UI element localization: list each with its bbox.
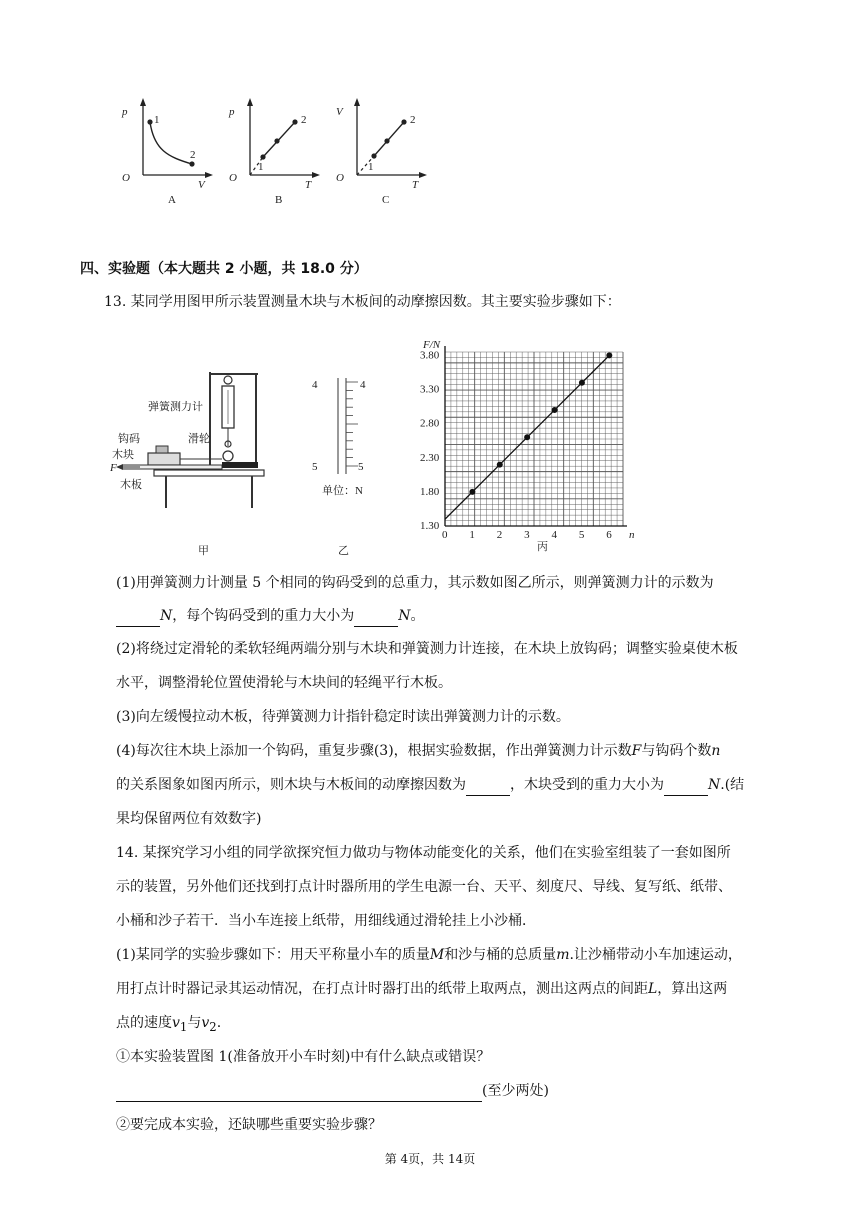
q14-p1-a: (1)某同学的实验步骤如下：用天平称量小车的质量M和沙与桶的总质量m.让沙桶带动小车加速运动，: [116, 947, 742, 963]
chart-x-tick-label: 5: [578, 529, 585, 541]
fig-yi-caption: 乙: [338, 545, 349, 557]
yi-unit: 单位：N: [322, 485, 363, 497]
q13-p4-b: 的关系图象如图丙所示，则木块与木板间的动摩擦因数为 ，木块受到的重力大小为 N.(结: [116, 775, 744, 796]
yi-bottom-right: 5: [358, 461, 364, 473]
chart-x-label: n: [629, 529, 635, 541]
yi-top-left: 4: [312, 379, 318, 391]
yi-top-right: 4: [360, 379, 366, 391]
graph-b-y-label: p: [229, 106, 235, 118]
q13-p1-b: N，每个钩码受到的重力大小为 N。: [116, 606, 425, 627]
q13-p3: (3)向左缓慢拉动木板，待弹簧测力计指针稳定时读出弹簧测力计的示数。: [116, 709, 570, 725]
label-spring-scale: 弹簧测力计: [148, 401, 203, 413]
graph-b: [228, 98, 320, 206]
q14-sub1-answer-line: (至少两处): [116, 1081, 549, 1102]
section-title: 四、实验题（本大题共 2 小题，共 18.0 分）: [80, 261, 368, 277]
label-force: F: [110, 462, 117, 474]
graph-c: [336, 98, 427, 206]
graph-c-p1: 1: [368, 161, 374, 173]
q13-p4-a: (4)每次往木块上添加一个钩码，重复步骤(3)，根据实验数据，作出弹簧测力计示数F与钩码个数n: [116, 743, 721, 759]
q14-stem-b: 示的装置，另外他们还找到打点计时器所用的学生电源一台、天平、刻度尺、导线、复写纸、纸带、: [116, 879, 732, 895]
q13-p2-a: (2)将绕过定滑轮的柔软轻绳两端分别与木块和弹簧测力计连接，在木块上放钩码；调整实验桌使木板: [116, 641, 738, 657]
chart-x-tick-label: 4: [551, 529, 558, 541]
chart-data-point: [606, 352, 612, 358]
q13-stem: 13. 某同学用图甲所示装置测量木块与木板间的动摩擦因数。其主要实验步骤如下：: [104, 294, 621, 310]
label-pulley: 滑轮: [188, 433, 210, 445]
answer-blank-1[interactable]: [116, 606, 160, 627]
graph-a-p2: 2: [190, 149, 196, 161]
label-hook-weight: 钩码: [118, 433, 140, 445]
q14-p1-c: 点的速度$v_1$与$v_2$.: [116, 1015, 222, 1034]
chart-data-point: [552, 407, 558, 413]
yi-bottom-left: 5: [312, 461, 318, 473]
chart-data-point: [524, 434, 530, 440]
label-board: 木板: [120, 479, 142, 491]
q14-stem-a: 14. 某探究学习小组的同学欲探究恒力做功与物体动能变化的关系，他们在实验室组装了一套如图所: [116, 845, 731, 861]
q13-p4-c: 果均保留两位有效数字): [116, 811, 262, 827]
fig-jia-caption: 甲: [198, 545, 209, 557]
q13-p1-a: (1)用弹簧测力计测量 5 个相同的钩码受到的总重力，其示数如图乙所示，则弹簧测力计的示数为: [116, 575, 714, 591]
graph-a-x-label: V: [198, 179, 205, 191]
q14-sub2: ②要完成本实验，还缺哪些重要实验步骤？: [116, 1117, 382, 1133]
graph-c-p2: 2: [410, 114, 416, 126]
graph-b-caption: B: [275, 194, 283, 206]
graph-b-p1: 1: [258, 161, 264, 173]
fig-yi: [300, 372, 380, 557]
chart-x-tick-label: 2: [496, 529, 503, 541]
graph-b-origin: O: [229, 172, 237, 184]
answer-blank-2[interactable]: [354, 606, 398, 627]
chart-x-tick-label: 1: [469, 529, 475, 541]
graph-c-origin: O: [336, 172, 344, 184]
graph-a-caption: A: [168, 194, 176, 206]
answer-blank-4[interactable]: [664, 775, 708, 796]
graph-c-x-label: T: [412, 179, 419, 191]
graph-b-p2: 2: [301, 114, 307, 126]
fig-jia: [110, 360, 270, 560]
label-block: 木块: [112, 449, 134, 461]
chart-y-tick-label: 2.30: [420, 451, 440, 464]
graph-a: [121, 98, 213, 206]
chart-y-tick-label: 3.30: [420, 383, 440, 396]
q14-p1-b: 用打点计时器记录其运动情况，在打点计时器打出的纸带上取两点，测出这两点的间距L，算出这两: [116, 981, 728, 997]
answer-blank-5[interactable]: [116, 1081, 482, 1102]
graph-c-y-label: V: [336, 106, 343, 118]
graph-b-x-label: T: [305, 179, 312, 191]
fig-bing-caption: 丙: [537, 541, 548, 553]
chart-x-tick-label: 3: [524, 529, 530, 541]
chart-data-point: [469, 489, 475, 495]
graph-c-caption: C: [382, 194, 390, 206]
graph-a-origin: O: [122, 172, 130, 184]
fig-bing-chart: [415, 340, 645, 560]
chart-x-tick-label: 0: [442, 529, 448, 541]
chart-y-tick-label: 2.80: [420, 417, 440, 430]
state-graphs: [110, 95, 440, 210]
q13-p2-b: 水平，调整滑轮位置使滑轮与木块间的轻绳平行木板。: [116, 675, 452, 691]
chart-data-point: [579, 380, 585, 386]
chart-y-label: F/N: [423, 340, 441, 351]
chart-x-tick-label: 6: [606, 529, 612, 541]
graph-a-y-label: p: [122, 106, 128, 118]
q14-stem-c: 小桶和沙子若干．当小车连接上纸带，用细线通过滑轮挂上小沙桶．: [116, 913, 536, 929]
chart-y-tick-label: 1.80: [420, 485, 440, 498]
answer-blank-3[interactable]: [466, 775, 510, 796]
q14-sub1: ①本实验装置图 1(准备放开小车时刻)中有什么缺点或错误？: [116, 1049, 491, 1065]
chart-y-tick-label: 1.30: [420, 520, 440, 532]
page-footer: 第 4页，共 14页: [384, 1152, 476, 1166]
graph-a-p1: 1: [154, 114, 160, 126]
chart-data-point: [497, 462, 503, 468]
chart-y-tick-label: 3.80: [420, 349, 440, 362]
